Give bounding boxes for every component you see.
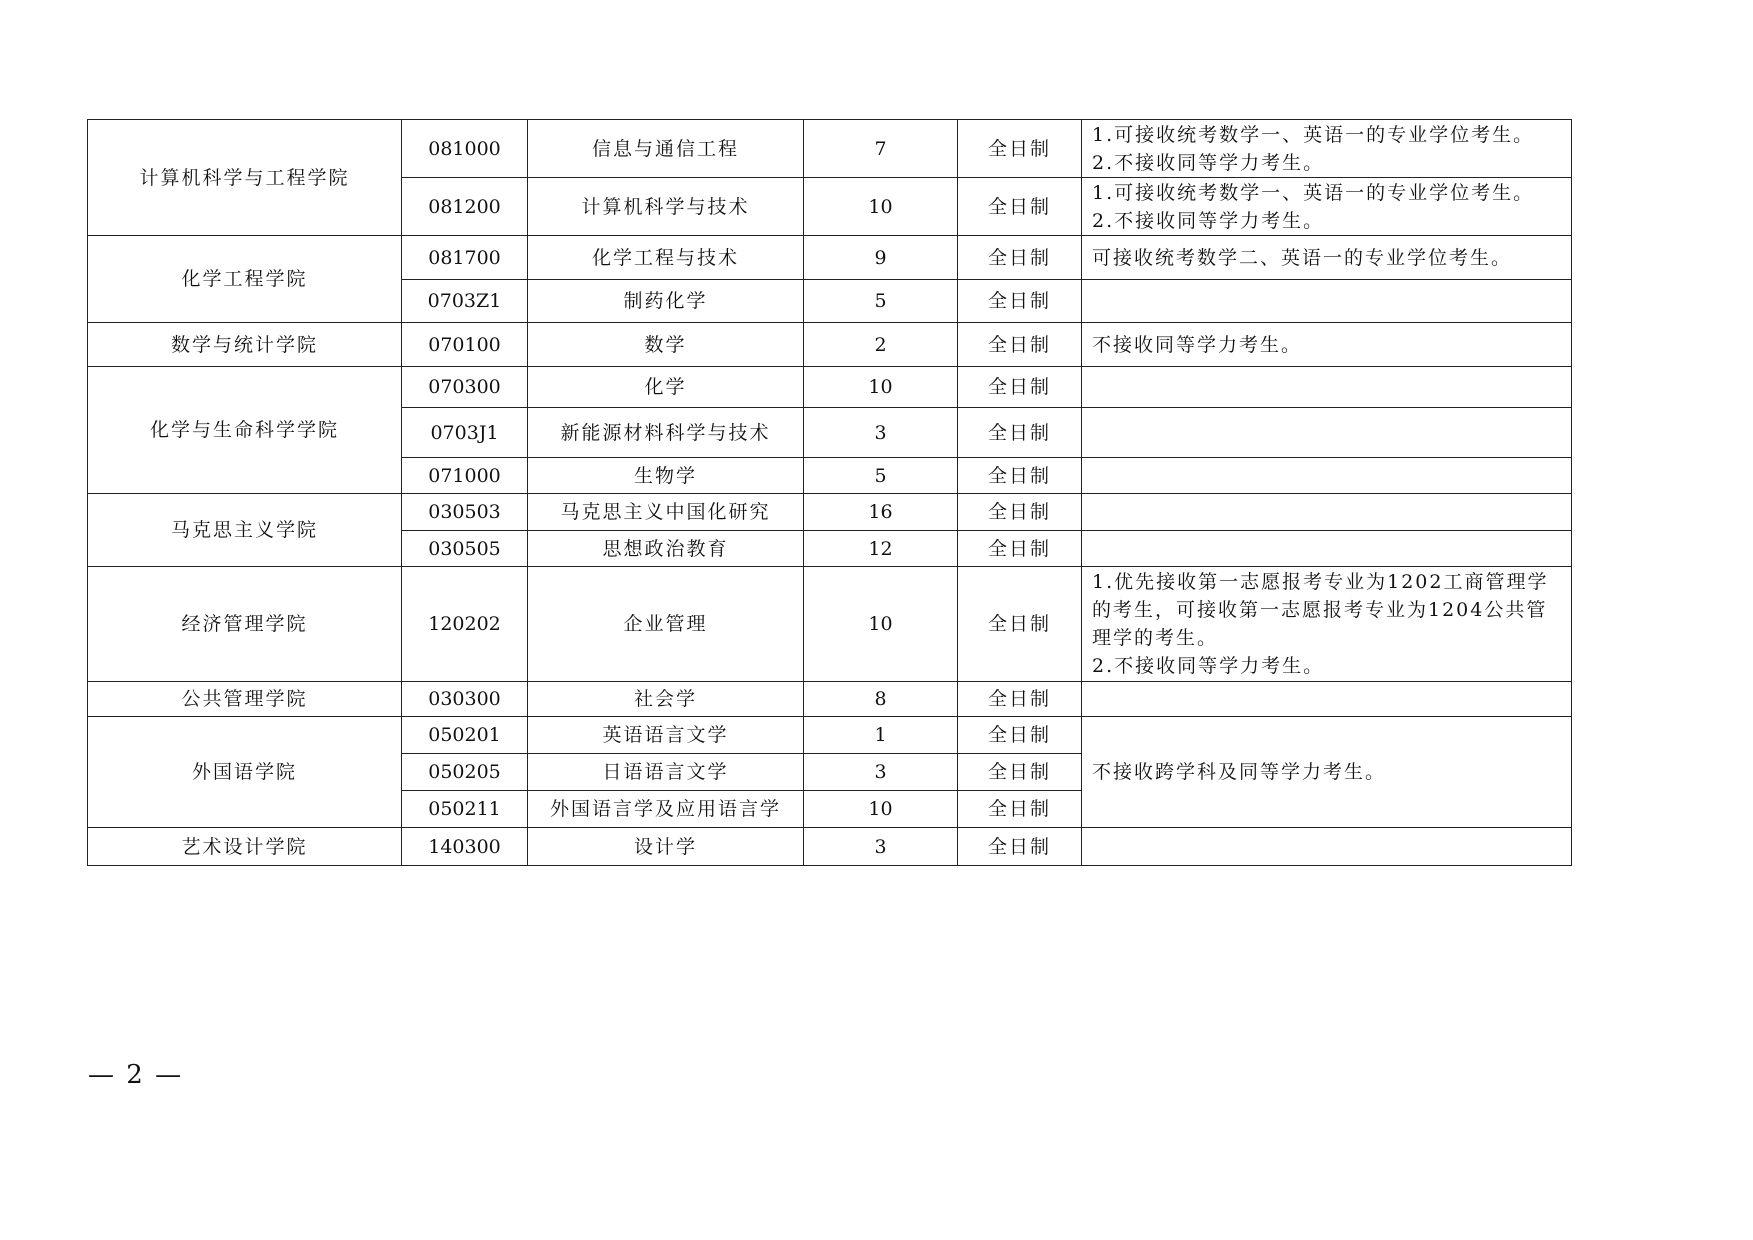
notes-cell bbox=[1082, 178, 1572, 236]
study-mode-cell: 全日制 bbox=[958, 408, 1082, 458]
notes-cell: 不接收跨学科及同等学力考生。 bbox=[1082, 717, 1572, 828]
study-mode-cell: 全日制 bbox=[958, 791, 1082, 828]
table-row bbox=[88, 367, 1572, 408]
table-row bbox=[88, 494, 1572, 531]
major-name-cell: 设计学 bbox=[528, 828, 804, 866]
quota-cell: 12 bbox=[804, 531, 958, 567]
quota-cell: 8 bbox=[804, 682, 958, 717]
note-line: 可接收统考数学二、英语一的专业学位考生。 bbox=[1092, 246, 1513, 269]
major-code-cell: 070100 bbox=[402, 323, 528, 367]
major-name-cell: 思想政治教育 bbox=[528, 531, 804, 567]
study-mode-cell: 全日制 bbox=[958, 236, 1082, 280]
major-name-cell: 生物学 bbox=[528, 458, 804, 494]
major-name-cell: 计算机科学与技术 bbox=[528, 178, 804, 236]
notes-cell bbox=[1082, 367, 1572, 408]
college-cell: 化学与生命科学学院 bbox=[88, 367, 402, 494]
notes-cell bbox=[1082, 236, 1572, 280]
major-code-cell: 030300 bbox=[402, 682, 528, 717]
notes-cell bbox=[1082, 531, 1572, 567]
major-name-cell: 新能源材料科学与技术 bbox=[528, 408, 804, 458]
major-code-cell: 0703Z1 bbox=[402, 280, 528, 323]
study-mode-cell: 全日制 bbox=[958, 828, 1082, 866]
major-code-cell: 081700 bbox=[402, 236, 528, 280]
notes-cell bbox=[1082, 494, 1572, 531]
page-number: — 2 — bbox=[88, 1060, 184, 1090]
college-cell: 计算机科学与工程学院 bbox=[88, 120, 402, 236]
table-row bbox=[88, 236, 1572, 280]
major-name-cell: 企业管理 bbox=[528, 567, 804, 682]
admission-table bbox=[87, 119, 1572, 866]
major-name-cell: 化学 bbox=[528, 367, 804, 408]
major-name-cell: 信息与通信工程 bbox=[528, 120, 804, 178]
notes-cell bbox=[1082, 280, 1572, 323]
notes-cell bbox=[1082, 458, 1572, 494]
table-row bbox=[88, 323, 1572, 367]
notes-cell bbox=[1082, 682, 1572, 717]
study-mode-cell: 全日制 bbox=[958, 367, 1082, 408]
quota-cell: 9 bbox=[804, 236, 958, 280]
quota-cell: 5 bbox=[804, 280, 958, 323]
note-line: 不接收同等学力考生。 bbox=[1092, 333, 1303, 356]
major-code-cell: 030505 bbox=[402, 531, 528, 567]
major-name-cell: 外国语言学及应用语言学 bbox=[528, 791, 804, 828]
quota-cell: 3 bbox=[804, 754, 958, 791]
note-line: 1.优先接收第一志愿报考专业为1202工商管理学的考生，可接收第一志愿报考专业为1204公共管理学的考生。 bbox=[1092, 571, 1549, 649]
study-mode-cell: 全日制 bbox=[958, 494, 1082, 531]
study-mode-cell: 全日制 bbox=[958, 178, 1082, 236]
major-code-cell: 030503 bbox=[402, 494, 528, 531]
quota-cell: 10 bbox=[804, 567, 958, 682]
notes-cell bbox=[1082, 323, 1572, 367]
notes-cell bbox=[1082, 567, 1572, 682]
major-code-cell: 050211 bbox=[402, 791, 528, 828]
major-code-cell: 0703J1 bbox=[402, 408, 528, 458]
quota-cell: 1 bbox=[804, 717, 958, 754]
quota-cell: 3 bbox=[804, 828, 958, 866]
notes-cell bbox=[1082, 828, 1572, 866]
major-code-cell: 081200 bbox=[402, 178, 528, 236]
college-cell: 公共管理学院 bbox=[88, 682, 402, 717]
major-code-cell: 050205 bbox=[402, 754, 528, 791]
note-line: 2.不接收同等学力考生。 bbox=[1092, 655, 1325, 677]
table-row bbox=[88, 717, 1572, 754]
major-name-cell: 马克思主义中国化研究 bbox=[528, 494, 804, 531]
major-name-cell: 化学工程与技术 bbox=[528, 236, 804, 280]
quota-cell: 2 bbox=[804, 323, 958, 367]
study-mode-cell: 全日制 bbox=[958, 567, 1082, 682]
quota-cell: 3 bbox=[804, 408, 958, 458]
note-line: 1.可接收统考数学一、英语一的专业学位考生。 bbox=[1092, 123, 1535, 146]
study-mode-cell: 全日制 bbox=[958, 120, 1082, 178]
major-name-cell: 制药化学 bbox=[528, 280, 804, 323]
note-line: 2.不接收同等学力考生。 bbox=[1092, 151, 1325, 174]
major-name-cell: 日语语言文学 bbox=[528, 754, 804, 791]
college-cell: 艺术设计学院 bbox=[88, 828, 402, 866]
major-code-cell: 081000 bbox=[402, 120, 528, 178]
college-cell: 外国语学院 bbox=[88, 717, 402, 828]
table-row bbox=[88, 828, 1572, 866]
study-mode-cell: 全日制 bbox=[958, 682, 1082, 717]
table-row bbox=[88, 120, 1572, 178]
note-line: 2.不接收同等学力考生。 bbox=[1092, 209, 1325, 232]
major-name-cell: 社会学 bbox=[528, 682, 804, 717]
notes-cell bbox=[1082, 408, 1572, 458]
major-code-cell: 120202 bbox=[402, 567, 528, 682]
study-mode-cell: 全日制 bbox=[958, 754, 1082, 791]
quota-cell: 10 bbox=[804, 178, 958, 236]
quota-cell: 10 bbox=[804, 791, 958, 828]
quota-cell: 16 bbox=[804, 494, 958, 531]
study-mode-cell: 全日制 bbox=[958, 458, 1082, 494]
major-code-cell: 140300 bbox=[402, 828, 528, 866]
table-row bbox=[88, 567, 1572, 682]
table-row bbox=[88, 682, 1572, 717]
college-cell: 化学工程学院 bbox=[88, 236, 402, 323]
major-code-cell: 050201 bbox=[402, 717, 528, 754]
college-cell: 经济管理学院 bbox=[88, 567, 402, 682]
quota-cell: 10 bbox=[804, 367, 958, 408]
note-line: 1.可接收统考数学一、英语一的专业学位考生。 bbox=[1092, 181, 1535, 204]
notes-cell bbox=[1082, 120, 1572, 178]
study-mode-cell: 全日制 bbox=[958, 323, 1082, 367]
major-code-cell: 071000 bbox=[402, 458, 528, 494]
college-cell: 马克思主义学院 bbox=[88, 494, 402, 567]
study-mode-cell: 全日制 bbox=[958, 717, 1082, 754]
study-mode-cell: 全日制 bbox=[958, 280, 1082, 323]
major-code-cell: 070300 bbox=[402, 367, 528, 408]
study-mode-cell: 全日制 bbox=[958, 531, 1082, 567]
college-cell: 数学与统计学院 bbox=[88, 323, 402, 367]
major-name-cell: 数学 bbox=[528, 323, 804, 367]
major-name-cell: 英语语言文学 bbox=[528, 717, 804, 754]
quota-cell: 5 bbox=[804, 458, 958, 494]
quota-cell: 7 bbox=[804, 120, 958, 178]
